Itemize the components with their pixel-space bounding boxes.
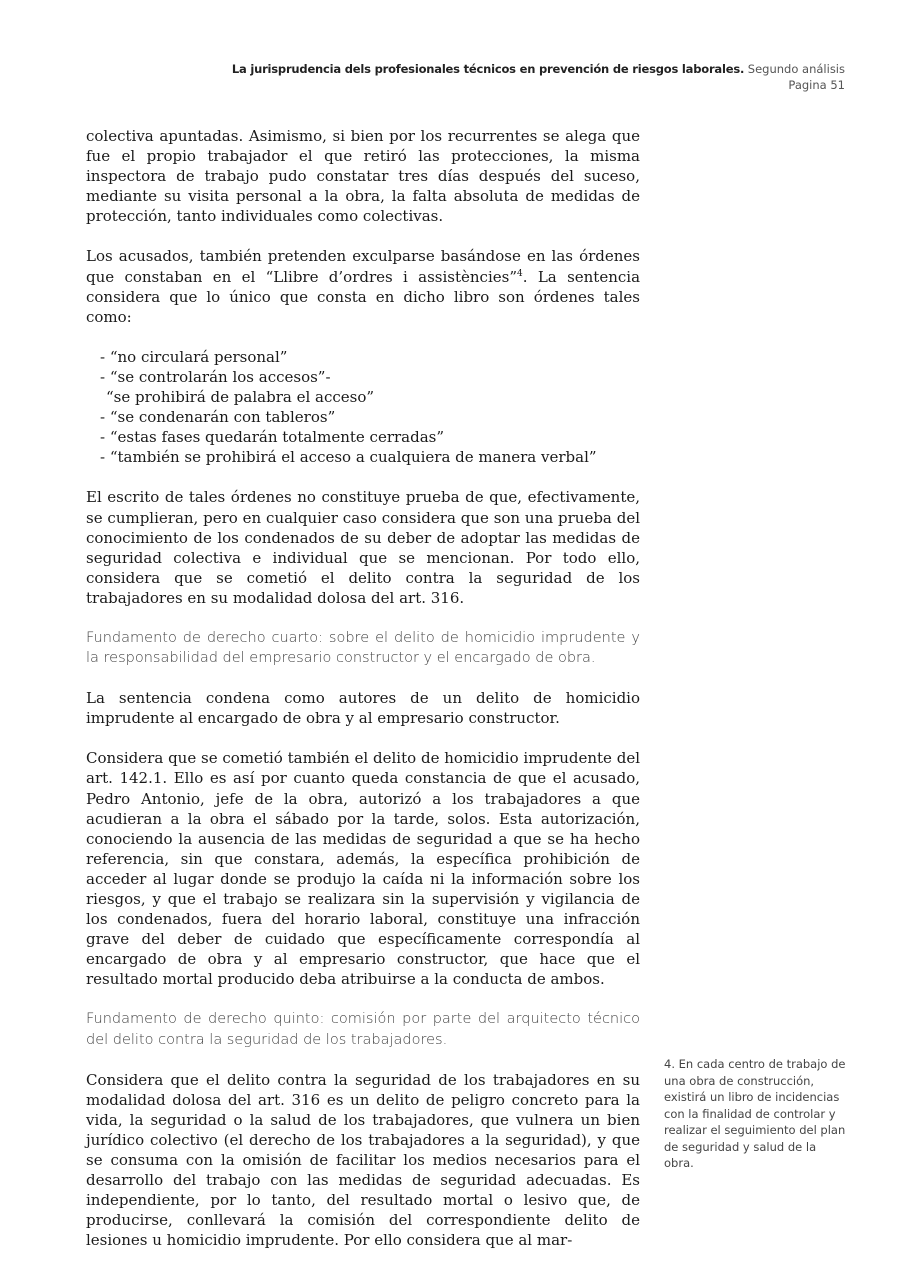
list-item: - “se condenarán con tableros” [100, 408, 336, 427]
paragraph-2-text-end: . La sentencia considera que lo único que consta en dicho libro son órdenes tales como: [86, 267, 641, 326]
paragraph-5: Considera que se cometió también el delito de homicidio imprudente del art. 142.1. Ello es así por cuanto queda constancia de que el acusado, Pedro Antonio, jefe de la obra, autorizó a los trabajadores a que acudieran a la obra el sábado por la tarde, solos. Esta autorización, conociendo la ausencia de las medidas de seguridad a que se ha hecho referencia, sin que constara, además, la específica prohibición de acceder al lugar donde se produjo la caída ni la información sobre los riesgos, y que el trabajo se realizara sin la supervisión y vigilancia de los condenados, fuera del horario laboral, constituye una infracción grave del deber de cuidado que específicamente correspondía al encargado de obra y al empresario constructor, que hace que el resultado mortal producido deba atribuirse a la conducta de ambos. [86, 749, 640, 989]
header-title-line [232, 61, 845, 77]
paragraph-4: La sentencia condena como autores de un delito de homicidio imprudente al encargado de obra y al empresario constructor. [86, 689, 640, 728]
paragraph-3: El escrito de tales órdenes no constituye prueba de que, efectivamente, se cumplieran, pero en cualquier caso considera que son una prueba del conocimiento de los condenados de su deber de adoptar las medidas de seguridad colectiva e individual que se mencionan. Por todo ello, considera que se cometió el delito contra la seguridad de los trabajadores en su modalidad dolosa del art. 316. [86, 488, 640, 607]
header-subtitle: Segundo análisis [747, 62, 845, 76]
list-item: “se prohibirá de palabra el acceso” [106, 388, 375, 407]
list-item: - “estas fases quedarán totalmente cerradas” [100, 428, 445, 447]
paragraph-2-text: Los acusados, también pretenden exculparse basándose en las órdenes que constaban en el “Llibre d’ordres i assistències” [86, 247, 640, 286]
orders-list [86, 347, 640, 468]
paragraph-1: colectiva apuntadas. Asimismo, si bien por los recurrentes se alega que fue el propio trabajador el que retiró las protecciones, la misma inspectora de trabajo pudo constatar tres días después del suceso, mediante su visita personal a la obra, la falta absoluta de medidas de protección, tanto individuales como colectivas. [86, 127, 640, 226]
main-text-column [86, 126, 640, 1251]
header-title: La jurisprudencia dels profesionales técnicos en prevención de riesgos laborales. [231, 62, 745, 76]
section-heading-quinto: Fundamento de derecho quinto: comisión por parte del arquitecto técnico del delito contra la seguridad de los trabajadores. [86, 1011, 640, 1048]
footnote-reference[interactable]: 4 [517, 268, 523, 279]
list-item: - “no circulará personal” [100, 347, 288, 366]
list-item: - “también se prohibirá el acceso a cualquiera de manera verbal” [100, 448, 597, 467]
page-number: Pagina 51 [788, 78, 845, 92]
paragraph-2 [86, 246, 640, 326]
list-item: - “se controlarán los accesos”- [100, 367, 331, 386]
paragraph-6: Considera que el delito contra la seguridad de los trabajadores en su modalidad dolosa del art. 316 es un delito de peligro concreto para la vida, la seguridad o la salud de los trabajadores, que vulnera un bien jurídico colectivo (el derecho de los trabajadores a la seguridad), y que se consuma con la omisión de facilitar los medios necesarios para el desarrollo del trabajo con las medidas de seguridad adecuadas. Es independiente, por lo tanto, del resultado mortal o lesivo que, de producirse, conllevará la comisión del correspondiente delito de lesiones u homicidio imprudente. Por ello considera que al mar- [86, 1070, 640, 1250]
footnote-4: 4. En cada centro de trabajo de una obra de construcción, existirá un libro de incidencias con la finalidad de controlar y realizar el seguimiento del plan de seguridad y salud de la obra. [664, 1057, 846, 1170]
section-heading-cuarto: Fundamento de derecho cuarto: sobre el delito de homicidio imprudente y la responsabilidad del empresario constructor y el encargado de obra. [86, 629, 640, 667]
running-header [232, 61, 845, 93]
